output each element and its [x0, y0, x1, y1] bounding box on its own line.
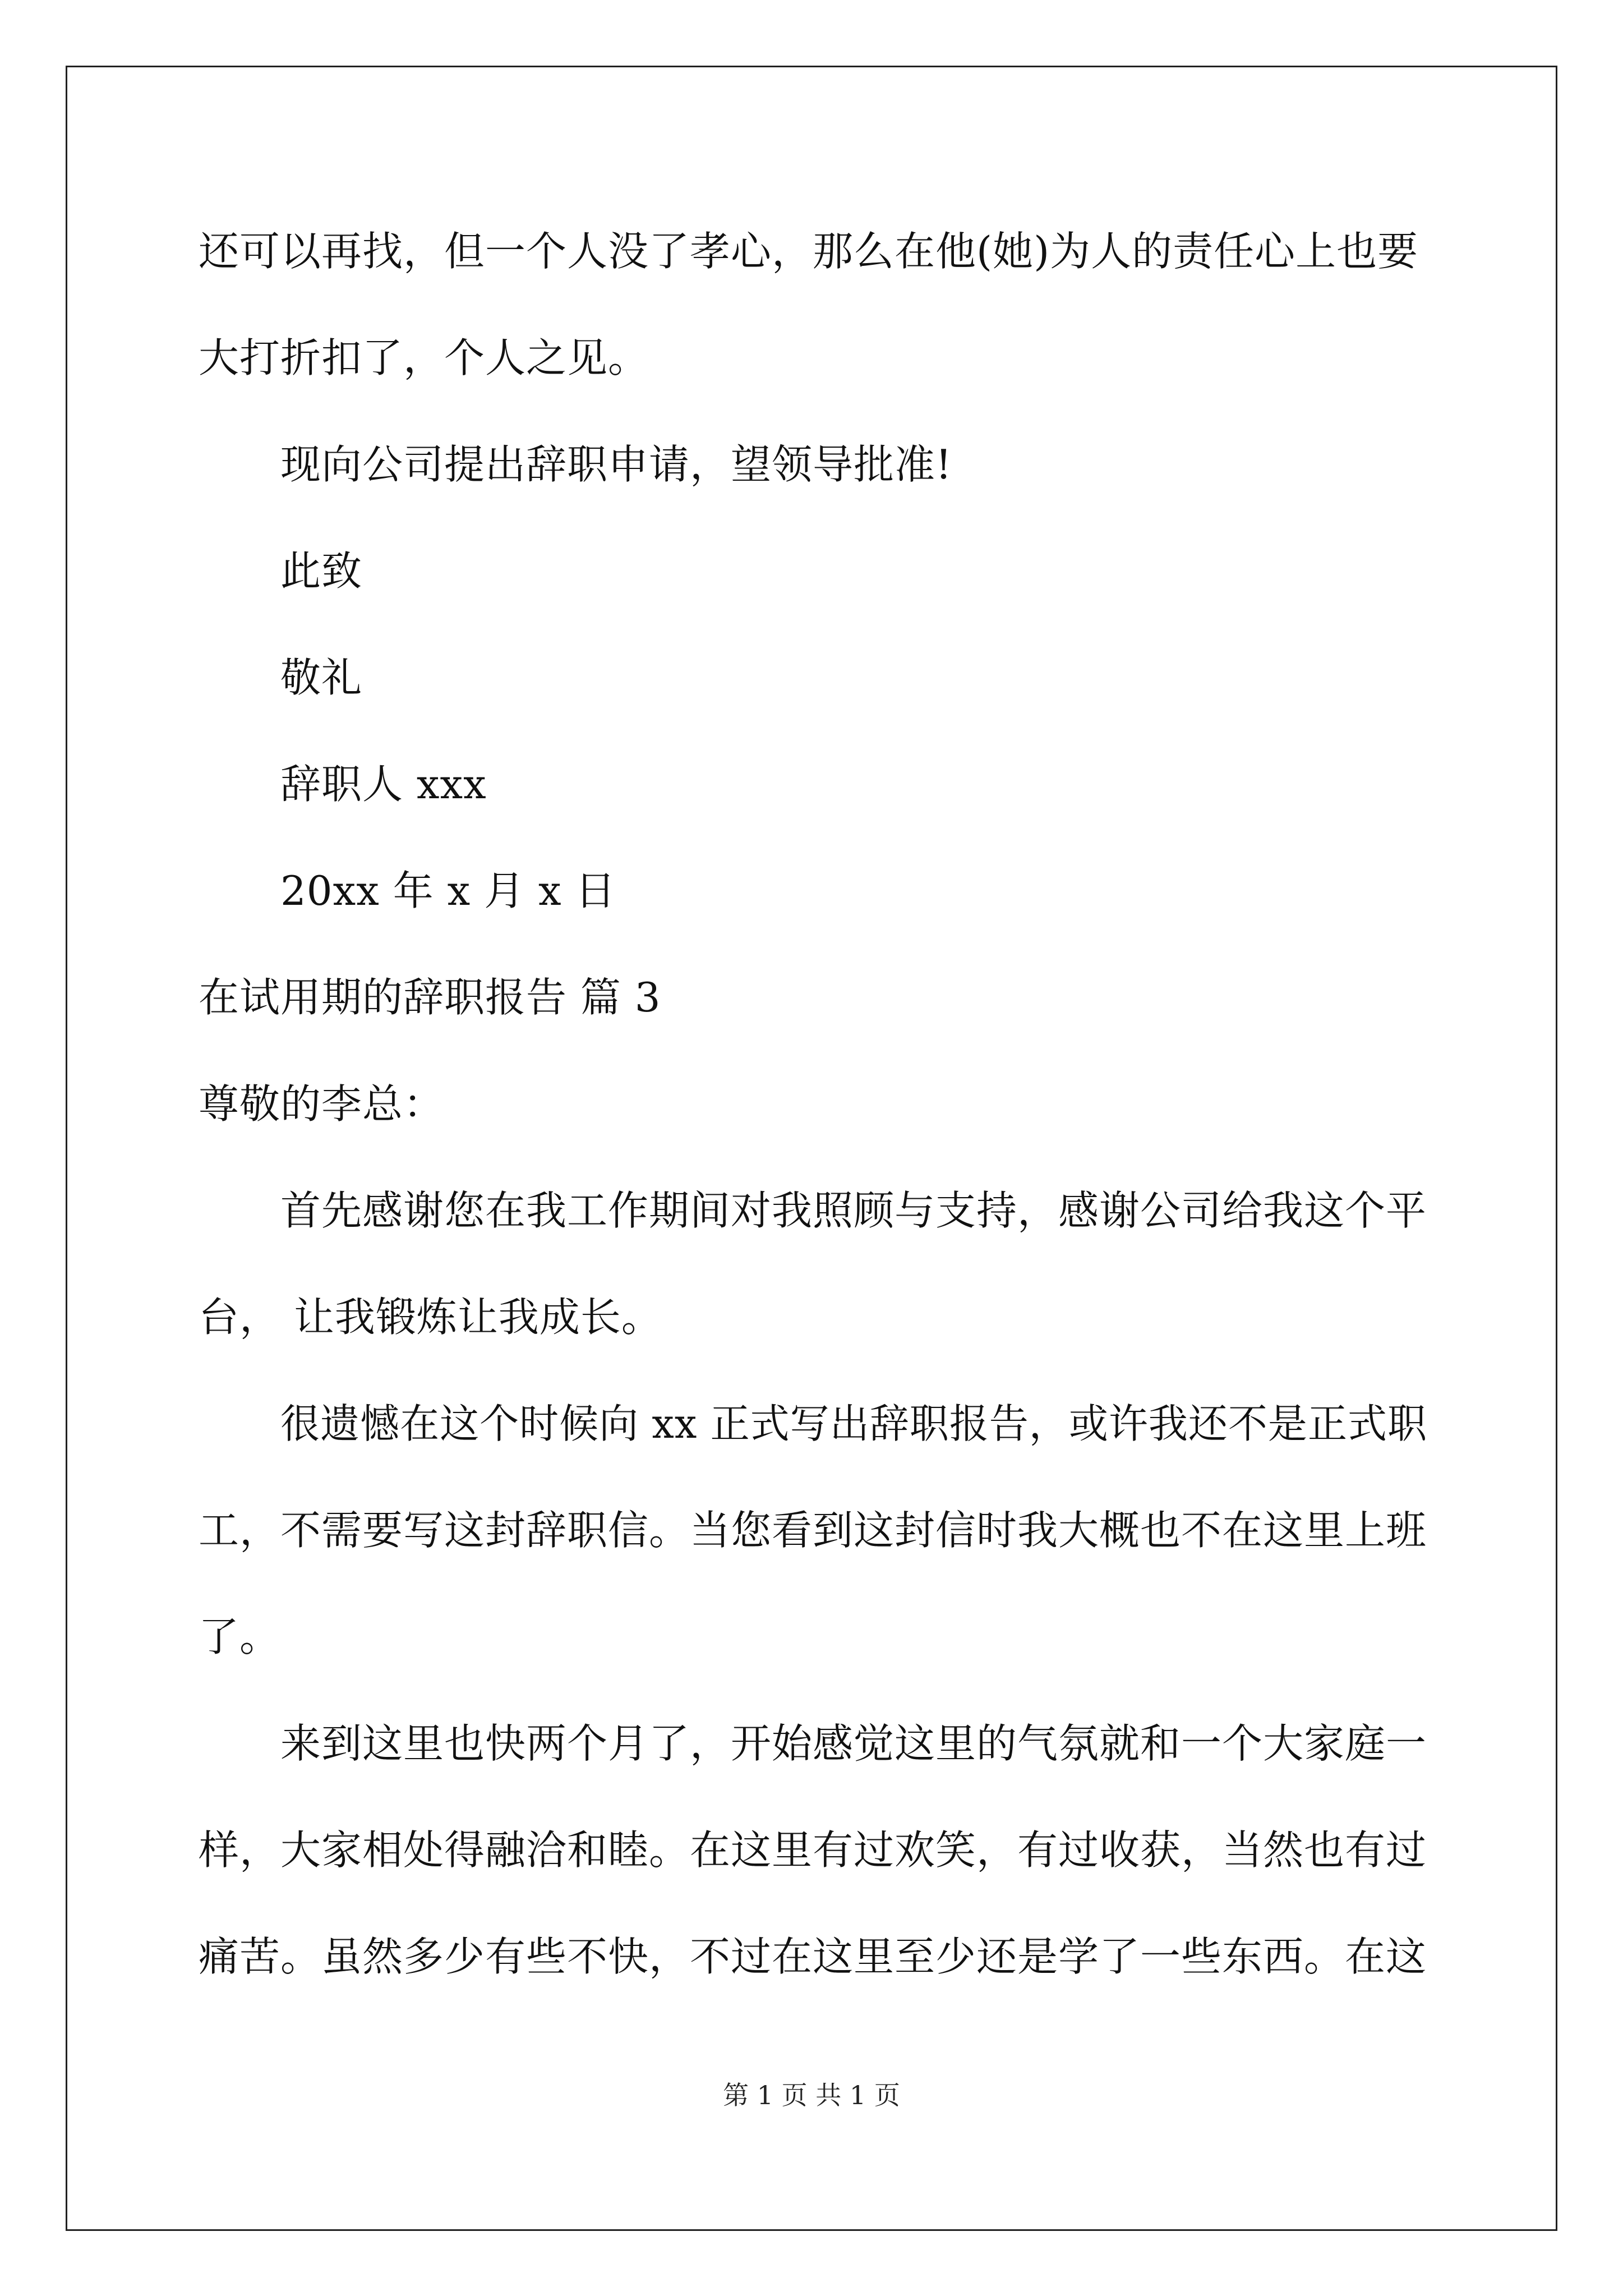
page-footer: 第 1 页 共 1 页: [723, 2080, 900, 2110]
body-line-14: 了。: [199, 1613, 281, 1660]
body-line-16: 样，大家相处得融洽和睦。在这里有过欢笑，有过收获，当然也有过: [199, 1826, 1427, 1874]
signature-name: 辞职人 xxx: [280, 761, 487, 808]
body-line-17: 痛苦。虽然多少有些不快，不过在这里至少还是学了一些东西。在这: [199, 1933, 1427, 1980]
closing-salutation: 此致: [280, 547, 363, 595]
body-line-12: 很遗憾在这个时候向 xx 正式写出辞职报告，或许我还不是正式职: [280, 1400, 1428, 1447]
section-heading: 在试用期的辞职报告 篇 3: [199, 974, 661, 1021]
body-line-3: 现向公司提出辞职申请，望领导批准!: [280, 441, 952, 488]
body-line-1: 还可以再找，但一个人没了孝心，那么在他(她)为人的责任心上也要: [199, 228, 1419, 275]
signature-date: 20xx 年 x 月 x 日: [280, 867, 616, 914]
body-line-11: 台， 让我锻炼让我成长。: [199, 1294, 662, 1341]
body-line-10: 首先感谢您在我工作期间对我照顾与支持，感谢公司给我这个平: [280, 1187, 1427, 1234]
closing-regards: 敬礼: [280, 654, 363, 701]
greeting: 尊敬的李总：: [199, 1080, 445, 1128]
body-line-13: 工，不需要写这封辞职信。当您看到这封信时我大概也不在这里上班: [199, 1507, 1427, 1554]
body-line-2: 大打折扣了，个人之见。: [199, 334, 649, 381]
body-line-15: 来到这里也快两个月了，开始感觉这里的气氛就和一个大家庭一: [280, 1720, 1427, 1767]
page-frame: [66, 66, 1557, 2231]
